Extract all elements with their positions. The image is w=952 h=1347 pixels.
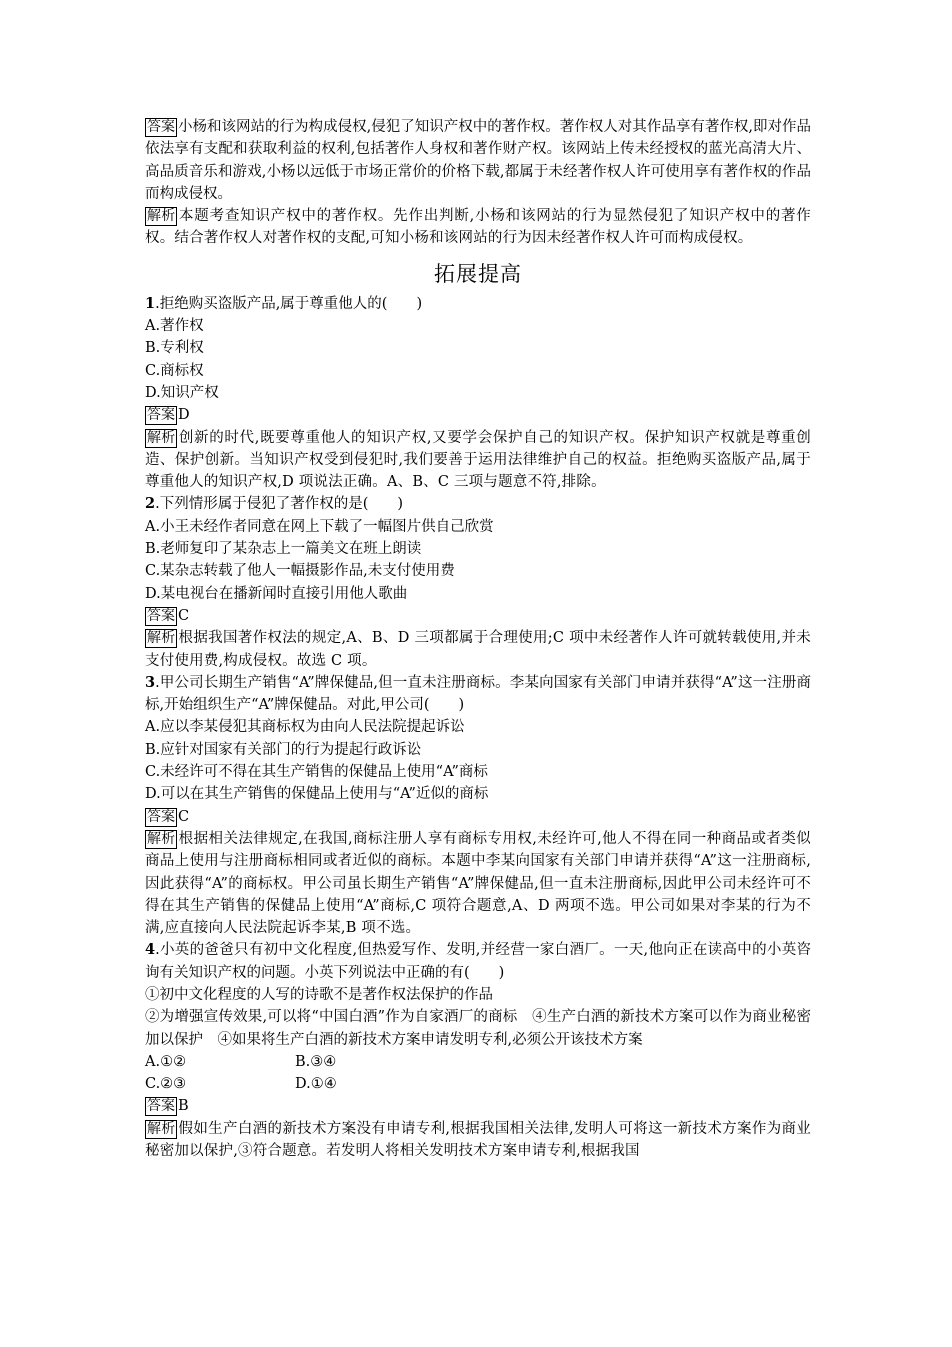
intro-explain-text: 本题考查知识产权中的著作权。先作出判断,小杨和该网站的行为显然侵犯了知识产权中的著作权。结合著作权人对著作权的支配,可知小杨和该网站的行为因未经著作权人许可而构成侵权。 bbox=[145, 208, 811, 247]
question-2 bbox=[145, 493, 811, 671]
option-a: A.小王未经作者同意在网上下载了一幅图片供自己欣赏 bbox=[145, 518, 494, 535]
option-d: D.知识产权 bbox=[145, 384, 219, 401]
explain-tag: 解析 bbox=[147, 429, 176, 446]
question-number: 3 bbox=[145, 673, 156, 691]
explanation: 解析 根据相关法律规定,在我国,商标注册人享有商标专用权,未经许可,他人不得在同一种商品或者类似商品上使用与注册商标相同或者近似的商标。本题中李某向国家有关部门申请并获得“A”这一注册商标,因此获得“A”的商标权。甲公司虽长期生产销售“A”牌保健品,但一直未注册商标,因此甲公司未经许可不得在其生产销售的保健品上使用“A”商标,C 项符合题意,A、D 两项不选。甲公司如果对李某的行为不满,应直接向人民法院起诉李某,B 项不选。 bbox=[145, 830, 811, 937]
option-d: D.某电视台在播新闻时直接引用他人歌曲 bbox=[145, 585, 408, 602]
option-a: A.著作权 bbox=[145, 318, 204, 335]
explanation: 解析 根据我国著作权法的规定,A、B、D 三项都属于合理使用;C 项中未经著作人许可就转载使用,并未支付使用费,构成侵权。故选 C 项。 bbox=[145, 630, 811, 669]
question-number: 4 bbox=[145, 941, 156, 959]
section-title: 拓展提高 bbox=[434, 261, 522, 286]
statement-1: ①初中文化程度的人写的诗歌不是著作权法保护的作品 bbox=[145, 986, 493, 1003]
answer-value: B bbox=[178, 1098, 189, 1115]
intro-explanation bbox=[145, 205, 811, 250]
answer-value: D bbox=[178, 407, 190, 424]
options-row-1 bbox=[145, 1051, 811, 1073]
answer-tag: 答案 bbox=[147, 808, 175, 825]
option-b: B.应针对国家有关部门的行为提起行政诉讼 bbox=[145, 741, 422, 758]
question-number: 1 bbox=[145, 294, 156, 312]
explanation: 解析 创新的时代,既要尊重他人的知识产权,又要学会保护自己的知识产权。保护知识产权就是尊重创造、保护创新。当知识产权受到侵犯时,我们要善于运用法律维护自己的权益。拒绝购买盗版产品,属于尊重他人的知识产权,D 项说法正确。A、B、C 三项与题意不符,排除。 bbox=[145, 429, 811, 491]
question-stem: 4.小英的爸爸只有初中文化程度,但热爱写作、发明,并经营一家白酒厂。一天,他向正在读高中的小英咨询有关知识产权的问题。小英下列说法中正确的有( ) bbox=[145, 941, 811, 981]
explain-tag: 解析 bbox=[147, 830, 176, 847]
explain-tag: 解析 bbox=[147, 208, 176, 225]
option-b: B.③④ bbox=[295, 1053, 337, 1070]
answer-tag: 答案 bbox=[147, 119, 175, 135]
question-1 bbox=[145, 293, 811, 494]
option-c: C.商标权 bbox=[145, 362, 204, 379]
option-b: B.老师复印了某杂志上一篇美文在班上朗读 bbox=[145, 541, 422, 558]
explain-tag: 解析 bbox=[147, 630, 176, 647]
option-c: C.未经许可不得在其生产销售的保健品上使用“A”商标 bbox=[145, 764, 488, 781]
option-a: A.①② bbox=[145, 1053, 187, 1070]
question-stem: 1.拒绝购买盗版产品,属于尊重他人的( ) bbox=[145, 294, 423, 312]
answer-value: C bbox=[178, 808, 190, 825]
answer-tag: 答案 bbox=[147, 407, 175, 424]
explain-tag: 解析 bbox=[147, 1120, 176, 1137]
question-number: 2 bbox=[145, 495, 156, 513]
answer-tag: 答案 bbox=[147, 607, 175, 624]
document-page bbox=[145, 116, 811, 1162]
option-b: B.专利权 bbox=[145, 340, 204, 357]
question-4 bbox=[145, 939, 811, 1162]
answer-line bbox=[145, 404, 811, 426]
option-c: C.②③ bbox=[145, 1076, 187, 1093]
answer-line bbox=[145, 806, 811, 828]
question-stem: 3.甲公司长期生产销售“A”牌保健品,但一直未注册商标。李某向国家有关部门申请并获得“A”这一注册商标,开始组织生产“A”牌保健品。对此,甲公司( ) bbox=[145, 673, 811, 714]
question-stem: 2.下列情形属于侵犯了著作权的是( ) bbox=[145, 495, 404, 513]
intro-answer-text: 小杨和该网站的行为构成侵权,侵犯了知识产权中的著作权。著作权人对其作品享有著作权,即对作品依法享有支配和获取利益的权利,包括著作人身权和著作财产权。该网站上传未经授权的蓝光高清大片、高品质音乐和游戏,小杨以远低于市场正常价的价格下载,都属于未经著作权人许可使用享有著作权的作品而构成侵权。 bbox=[145, 119, 811, 202]
option-c: C.某杂志转载了他人一幅摄影作品,未支付使用费 bbox=[145, 563, 455, 580]
options-row-2 bbox=[145, 1073, 811, 1095]
explanation: 解析 假如生产白酒的新技术方案没有申请专利,根据我国相关法律,发明人可将这一新技术方案作为商业秘密加以保护,③符合题意。若发明人将相关发明技术方案申请专利,根据我国 bbox=[145, 1120, 811, 1160]
answer-tag: 答案 bbox=[147, 1098, 175, 1115]
option-a: A.应以李某侵犯其商标权为由向人民法院提起诉讼 bbox=[145, 719, 465, 736]
option-d: D.可以在其生产销售的保健品上使用与“A”近似的商标 bbox=[145, 786, 489, 803]
intro-answer bbox=[145, 116, 811, 205]
question-3 bbox=[145, 672, 811, 940]
answer-line bbox=[145, 605, 811, 627]
answer-line bbox=[145, 1095, 811, 1117]
statement-2-4: ②为增强宣传效果,可以将“中国白酒”作为自家酒厂的商标 ④生产白酒的新技术方案可以作为商业秘密加以保护 ④如果将生产白酒的新技术方案申请发明专利,必须公开该技术方案 bbox=[145, 1009, 811, 1048]
option-d: D.①④ bbox=[295, 1076, 337, 1093]
answer-value: C bbox=[178, 607, 190, 624]
